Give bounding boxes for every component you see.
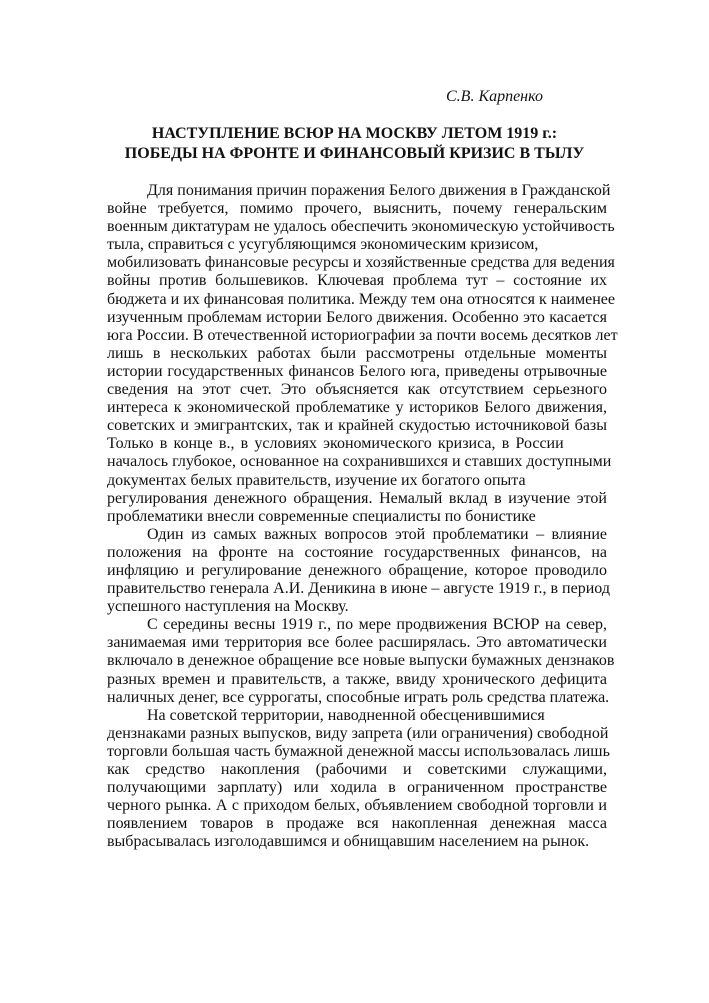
text-line: появлением товаров в продаже вся накопленная денежная масса — [107, 815, 607, 833]
title-line: НАСТУПЛЕНИЕ ВСЮР НА МОСКВУ ЛЕТОМ 1919 г.: — [151, 125, 558, 142]
text-line: включало в денежное обращение все новые выпуски бумажных дензнаков — [107, 652, 615, 670]
text-line: проблематики внесли современные специалисты по бонистике — [107, 507, 536, 525]
author-name: С.В. Карпенко — [446, 88, 543, 105]
text-line: С середины весны 1919 г., по мере продвижения ВСЮР на север, — [147, 616, 607, 634]
text-line: Только в конце в., в условиях экономического кризиса, в России — [107, 435, 564, 453]
title-line: ПОБЕДЫ НА ФРОНТЕ И ФИНАНСОВЫЙ КРИЗИС В ТЫЛУ — [124, 145, 585, 162]
text-line: разных времен и правительств, а также, ввиду хронического дефицита — [107, 670, 607, 688]
paragraph — [107, 182, 618, 526]
text-line: юга России. В отечественной историографии за почти восемь десятков лет — [107, 326, 618, 344]
text-line: занимаемая ими территория все более расширялась. Это автоматически — [107, 634, 607, 652]
article-body — [107, 182, 618, 851]
text-line: истории государственных финансов Белого юга, приведены отрывочные — [107, 362, 607, 380]
text-line: черного рынка. А с приходом белых, объявлением свободной торговли и — [107, 797, 607, 815]
text-line: тыла, справиться с усугубляющимся экономическим кризисом, — [107, 236, 539, 254]
text-line: бюджета и их финансовая политика. Между тем она относятся к наименее — [107, 290, 615, 308]
text-line: правительство генерала А.И. Деникина в июне – августе 1919 г., в период — [107, 580, 610, 598]
text-line: лишь в нескольких работах были рассмотрены отдельные моменты — [107, 344, 607, 362]
text-line: началось глубокое, основанное на сохранившихся и ставших доступными — [107, 453, 612, 471]
text-line: как средство накопления (рабочими и советскими служащими, — [107, 761, 607, 778]
text-line: получающими зарплату) или ходила в ограниченном пространстве — [107, 779, 607, 797]
paragraph — [107, 525, 610, 616]
text-line: интереса к экономической проблематике у историков Белого движения, — [107, 399, 607, 417]
text-line: Для понимания причин поражения Белого движения в Гражданской — [147, 182, 611, 199]
paragraph — [107, 706, 610, 852]
text-line: успешного наступления на Москву. — [107, 598, 349, 616]
text-line: выбрасывалась изголодавшимся и обнищавшим населением на рынок. — [107, 833, 590, 851]
text-line: наличных денег, все суррогаты, способные играть роль средства платежа. — [107, 688, 610, 706]
paragraph — [107, 616, 615, 706]
text-line: торговли большая часть бумажной денежной массы использовалась лишь — [107, 742, 610, 760]
text-line: документах белых правительств, изучение их богатого опыта — [107, 471, 526, 489]
text-line: На советской территории, наводненной обесценившимися — [147, 706, 545, 724]
text-line: советских и эмигрантских, так и крайней скудостью источниковой базы — [107, 417, 607, 435]
text-line: сведения на этот счет. Это объясняется как отсутствием серьезного — [107, 381, 607, 399]
text-line: инфляцию и регулирование денежного обращение, которое проводило — [107, 561, 607, 579]
text-line: войны против большевиков. Ключевая проблема тут – состояние их — [107, 272, 607, 290]
text-line: дензнаками разных выпусков, виду запрета (или ограничения) свободной — [107, 724, 609, 742]
text-line: Один из самых важных вопросов этой проблематики – влияние — [147, 525, 607, 543]
text-line: положения на фронте на состояние государственных финансов, на — [107, 543, 607, 561]
text-line: мобилизовать финансовые ресурсы и хозяйственные средства для ведения — [107, 254, 615, 272]
text-line: военным диктатурам не удалось обеспечить экономическую устойчивость — [107, 218, 615, 236]
article-title — [0, 124, 709, 164]
text-line: войне требуется, помимо прочего, выяснить, почему генеральским — [107, 200, 607, 218]
text-line: изученным проблемам истории Белого движения. Особенно это касается — [107, 308, 607, 326]
text-line: регулирования денежного обращения. Немалый вклад в изучение этой — [107, 489, 607, 507]
